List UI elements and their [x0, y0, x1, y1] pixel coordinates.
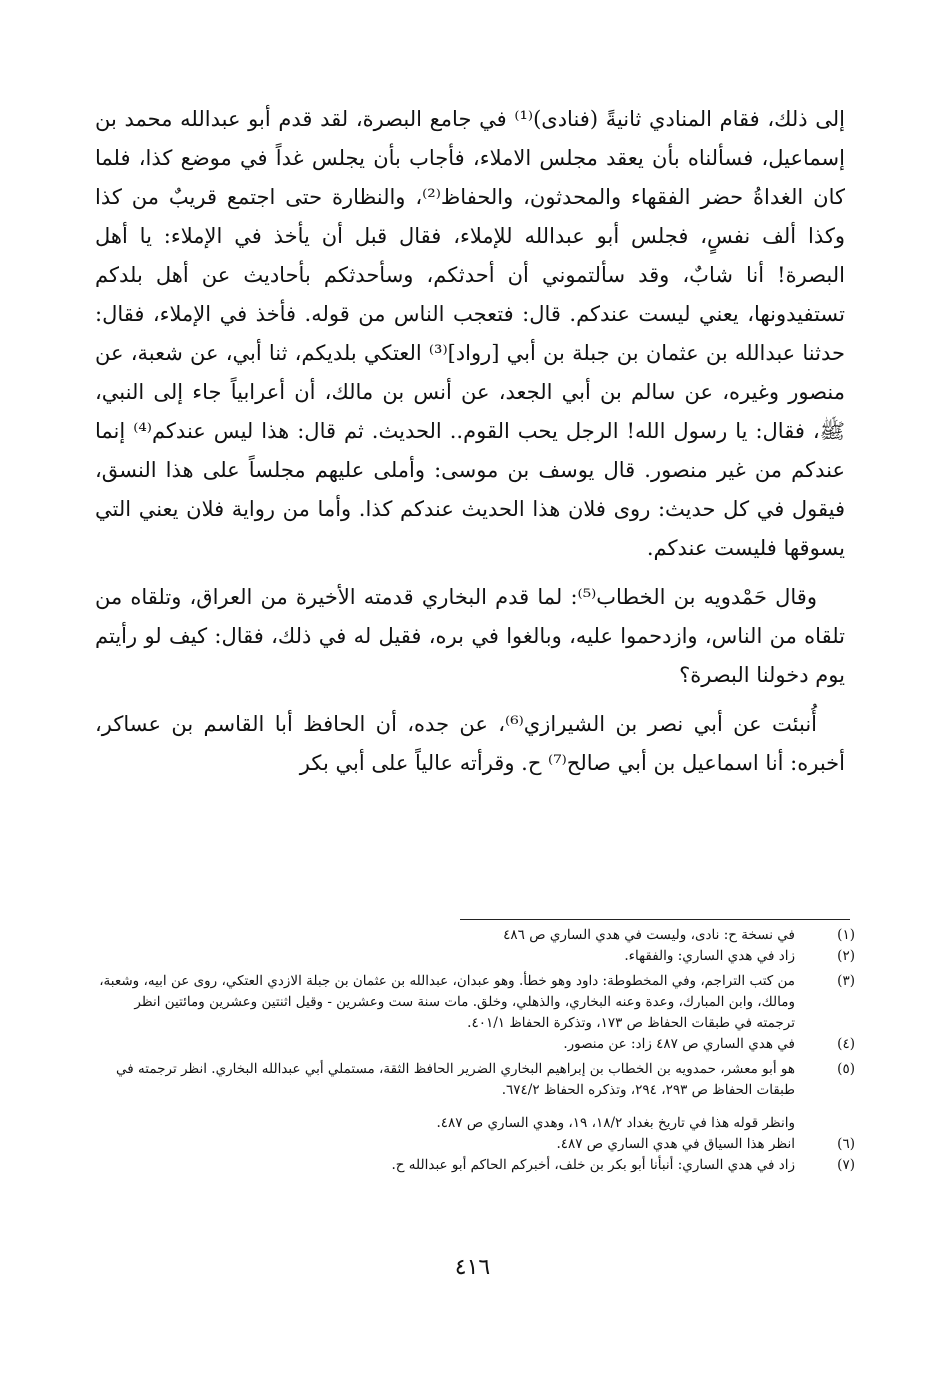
footnote-number: (٢) [837, 948, 855, 964]
footnote-6 [95, 1134, 855, 1155]
footnote-number: (١) [837, 927, 855, 943]
page-number: ٤١٦ [454, 1255, 491, 1280]
main-text [95, 100, 845, 783]
footnote-separator [460, 919, 850, 920]
footnote-5 [95, 1059, 855, 1101]
footnote-number: (٣) [837, 973, 855, 989]
paragraph-1: إلى ذلك، فقام المنادي ثانيةً (فنادى)⁽¹⁾ في جامع البصرة، لقد قدم أبو عبدالله محمد بن إسماعيل، فسألناه بأن يعقد مجلس الاملاء، فأجاب بأن يجلس غداً في موضع كذا، فلما كان الغداةُ حضر الفقهاء والمحدثون، والحفاظ⁽²⁾، والنظارة حتى اجتمع قريبٌ من كذا وكذا ألف نفسٍ، فجلس أبو عبدالله للإملاء، فقال قبل أن يأخذ في الإملاء: يا أهل البصرة! أنا شابٌ، وقد سألتموني أن أحدثكم، وسأحدثكم بأحاديث عن أهل بلدكم تستفيدونها، يعني ليست عندكم. قال: فتعجب الناس من قوله. فأخذ في الإملاء، فقال: حدثنا عبدالله بن عثمان بن جبلة بن أبي [رواد]⁽³⁾ العتكي بلديكم، ثنا أبي، عن شعبة، عن منصور وغيره، عن سالم بن أبي الجعد، عن أنس بن مالك، أن أعرابياً جاء إلى النبي، ﷺ، فقال: يا رسول الله! الرجل يحب القوم.. الحديث. ثم قال: هذا ليس عندكم⁽⁴⁾ إنما عندكم من غير منصور. قال يوسف بن موسى: وأملى عليهم مجلساً على هذا النسق، فيقول في كل حديث: روى فلان هذا الحديث عندكم كذا. وأما من رواية فلان يعني التي يسوقها فليست عندكم. [95, 107, 846, 560]
footnotes [95, 925, 855, 1176]
footnote-4 [95, 1034, 855, 1055]
footnote-1 [95, 925, 855, 946]
footnote-text: في هدي الساري ص ٤٨٧ زاد: عن منصور. [563, 1036, 795, 1052]
footnote-number: (٧) [837, 1157, 855, 1173]
footnote-text: انظر هذا السياق في هدي الساري ص ٤٨٧. [556, 1136, 795, 1152]
footnote-3 [95, 971, 855, 1034]
footnote-number: (٦) [837, 1136, 855, 1152]
footnote-text: زاد في هدي الساري: والفقهاء. [624, 948, 795, 964]
footnote-2 [95, 946, 855, 967]
footnote-text: من كتب التراجم، وفي المخطوطة: داود وهو خطأ. وهو عبدان، عبدالله بن عثمان بن جبلة الازدي العتكي، روى عن ابيه، وشعبة، ومالك، وابن المبارك، وعدة وعنه البخاري، والذهلي، وخلق. مات سنة ست وعشرين - وقيل اثنتين وعشرين ومائتين انظر ترجمته في طبقات الحفاظ ص ١٧٣، وتذكرة الحفاظ ٤٠١/١. [99, 973, 795, 1031]
footnote-5-continuation: وانظر قوله هذا في تاريخ بغداد ١٨/٢، ١٩، وهدي الساري ص ٤٨٧. [436, 1115, 795, 1131]
footnote-text: زاد في هدي الساري: أنبأنا أبو بكر بن خلف، أخبركم الحاكم أبو عبدالله ح. [391, 1157, 795, 1173]
footnote-text: هو أبو معشر، حمدويه بن الخطاب بن إبراهيم البخاري الضرير الحافظ الثقة، مستملي أبي عبدالله البخاري. انظر ترجمته في طبقات الحفاظ ص ٢٩٣، ٢٩٤، وتذكره الحفاظ ٦٧٤/٢. [116, 1061, 795, 1098]
footnote-7 [95, 1155, 855, 1176]
footnote-number: (٥) [837, 1061, 855, 1077]
paragraph-2: وقال حَمْدويه بن الخطاب⁽⁵⁾: لما قدم البخاري قدمته الأخيرة من العراق، وتلقاه من تلقاه من الناس، وازدحموا عليه، وبالغوا في بره، فقيل له في ذلك، فقال: كيف لو رأيتم يوم دخولنا البصرة؟ [95, 585, 845, 687]
paragraph-3: أُنبئت عن أبي نصر بن الشيرازي⁽⁶⁾، عن جده، أن الحافظ أبا القاسم بن عساكر، أخبره: أنا اسماعيل بن أبي صالح⁽⁷⁾ ح. وقرأته عالياً على أبي بكر [95, 712, 845, 775]
footnote-text: في نسخة ح: نادى، وليست في هدي الساري ص ٤٨٦ [503, 927, 795, 943]
footnote-number: (٤) [837, 1036, 855, 1052]
